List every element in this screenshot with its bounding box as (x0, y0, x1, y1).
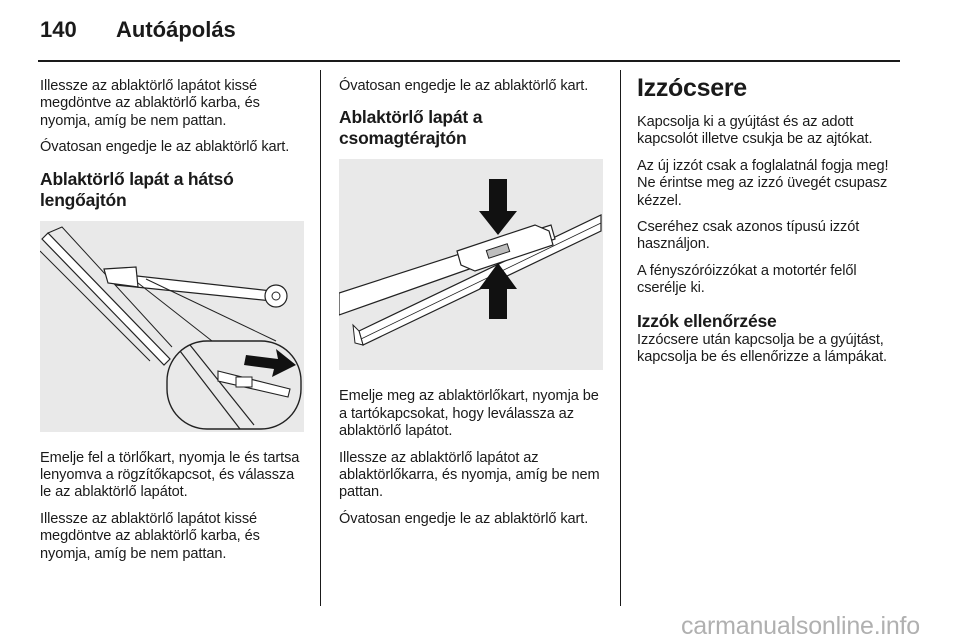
column-3 (637, 74, 905, 375)
column-divider-1 (320, 70, 321, 606)
rear-wiper-drawing (40, 221, 304, 432)
col2-paragraph-4: Óvatosan engedje le az ablaktörlő kart. (339, 510, 589, 527)
col3-paragraph-1: Kapcsolja ki a gyújtást és az adott kapcsolót illetve csukja be az ajtókat. (637, 114, 873, 148)
col1-paragraph-3: Emelje fel a törlőkart, nyomja le és tartsa lenyomva a rögzítőkapcsot, és válassza le az ablaktörlő lapátot. (40, 449, 300, 501)
tailgate-wiper-heading: Ablaktörlő lapát a csomagtérajtón (339, 107, 483, 149)
col2-paragraph-3: Illessze az ablaktörlő lapátot az ablaktörlőkarra, és nyomja, amíg be nem pattan. (339, 449, 600, 501)
col3-paragraph-3: Cseréhez csak azonos típusú izzót használjon. (637, 219, 860, 253)
rear-wiper-illustration (40, 221, 304, 432)
col3-paragraph-2: Az új izzót csak a foglalatnál fogja meg! Ne érintse meg az izzó üvegét csupasz kézzel. (637, 157, 889, 209)
column-divider-2 (620, 70, 621, 606)
bulb-check-heading: Izzók ellenőrzése (637, 310, 777, 331)
col1-paragraph-2: Óvatosan engedje le az ablaktörlő kart. (40, 139, 290, 156)
col3-paragraph-4: A fényszóróizzókat a motortér felől cserélje ki. (637, 262, 857, 297)
rear-door-wiper-heading: Ablaktörlő lapát a hátsó lengőajtón (40, 168, 234, 210)
col2-paragraph-2: Emelje meg az ablaktörlőkart, nyomja be a tartókapcsokat, hogy leválassza az ablaktörlő lapátot. (339, 388, 599, 440)
column-1 (40, 78, 308, 572)
header-rule (38, 60, 900, 62)
col3-paragraph-5: Izzócsere után kapcsolja be a gyújtást, kapcsolja be és ellenőrizze a lámpákat. (637, 331, 888, 366)
col2-paragraph-1: Óvatosan engedje le az ablaktörlő kart. (339, 78, 589, 94)
tailgate-wiper-drawing (339, 159, 603, 370)
tailgate-wiper-illustration (339, 159, 603, 370)
column-2 (339, 78, 607, 537)
page-header-title: Autóápolás (116, 17, 236, 42)
watermark: carmanualsonline.info (680, 612, 920, 640)
page-number: 140 (40, 17, 77, 42)
col1-paragraph-1: Illessze az ablaktörlő lapátot kissé megdöntve az ablaktörlő karba, és nyomja, amíg be nem pattan. (40, 78, 260, 129)
col1-paragraph-4: Illessze az ablaktörlő lapátot kissé megdöntve az ablaktörlő karba, és nyomja, amíg be nem pattan. (40, 510, 260, 562)
bulb-replacement-heading: Izzócsere (637, 74, 747, 102)
